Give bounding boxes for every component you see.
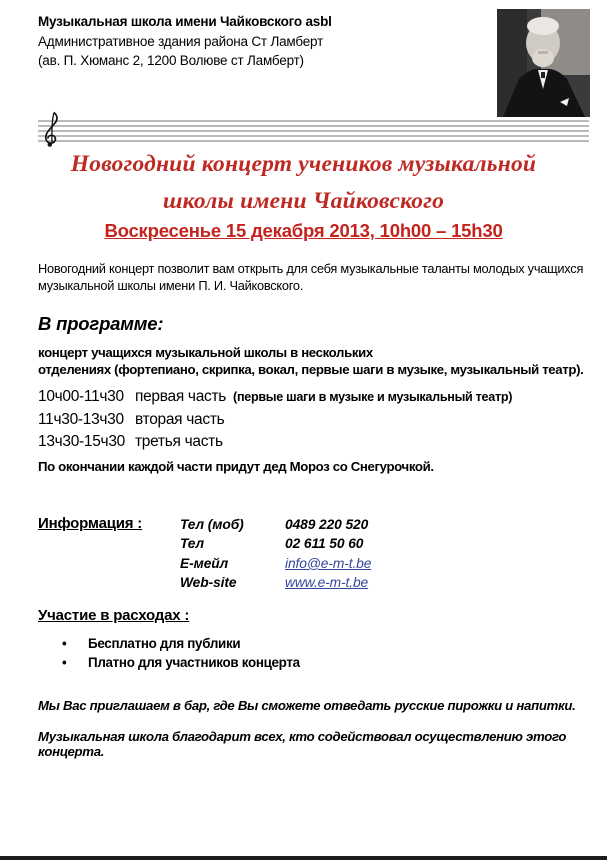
schedule-part: вторая часть: [135, 410, 225, 428]
program-description: [38, 344, 598, 378]
school-address-line1: Административное здания района Ст Ламберт: [38, 33, 324, 49]
schedule-note: (первые шаги в музыке и музыкальный театр): [233, 390, 513, 404]
contact-row: [180, 534, 371, 553]
page-bottom-edge: [0, 856, 607, 860]
school-address-line2: (ав. П. Хюманс 2, 1200 Волюве ст Ламберт): [38, 53, 304, 68]
closing-invitation: Мы Вас приглашаем в бар, где Вы сможете отведать русские пирожки и напитки.: [38, 698, 576, 713]
list-item: [62, 654, 300, 673]
list-item: [62, 635, 300, 654]
schedule-row: [38, 431, 512, 454]
contact-value-phone-mobile: 0489 220 520: [285, 517, 369, 532]
schedule-list: [38, 386, 512, 454]
contact-value-phone: 02 611 50 60: [285, 536, 364, 552]
program-description-line2: отделениях (фортепиано, скрипка, вокал, первые шаги в музыке, музыкальный театр).: [38, 362, 584, 377]
tchaikovsky-portrait: [497, 9, 590, 117]
contact-label: Web-site: [180, 575, 237, 591]
after-parts-note: По окончании каждой части придут дед Мороз со Снегурочкой.: [38, 459, 434, 474]
contact-row: [180, 573, 371, 592]
contact-row: [180, 515, 371, 534]
program-description-line1: концерт учащихся музыкальной школы в нескольких: [38, 345, 373, 360]
concert-title: [0, 146, 607, 220]
closing-thanks: Музыкальная школа благодарит всех, кто содействовал осуществлению этого концерта.: [38, 729, 567, 759]
program-heading: В программе:: [38, 313, 164, 334]
schedule-time: 10ч00-11ч30: [38, 388, 124, 405]
music-staff: [38, 110, 589, 148]
schedule-row: [38, 409, 512, 432]
bullet-icon: •: [62, 636, 67, 651]
schedule-time: 11ч30-13ч30: [38, 410, 124, 428]
bullet-icon: •: [62, 654, 67, 670]
treble-clef-icon: [46, 113, 57, 147]
contact-row: [180, 554, 371, 573]
email-link[interactable]: info@e-m-t.be: [285, 555, 372, 571]
expenses-item-free: Бесплатно для публики: [88, 636, 241, 651]
expenses-heading: Участие в расходах :: [38, 607, 190, 624]
contact-label: Тел: [180, 536, 205, 552]
schedule-row: [38, 386, 512, 409]
contacts-block: [180, 515, 371, 593]
expenses-list: [62, 635, 300, 672]
schedule-time: 13ч30-15ч30: [38, 433, 125, 450]
school-header: [38, 12, 332, 71]
school-name: Музыкальная школа имени Чайковского asbl: [38, 14, 332, 29]
info-heading: Информация :: [38, 515, 143, 532]
schedule-part: третья часть: [135, 433, 223, 450]
expenses-item-paid: Платно для участников концерта: [88, 654, 300, 670]
contact-label: Тел (моб): [180, 517, 244, 532]
website-link[interactable]: www.e-m-t.be: [285, 575, 369, 591]
contact-label: Е-мейл: [180, 555, 229, 571]
intro-paragraph: Новогодний концерт позволит вам открыть для себя музыкальные таланты молодых учащихся музыкальной школы имени П. И. Чайковского.: [38, 261, 584, 293]
concert-title-line2: школы имени Чайковского: [162, 188, 445, 214]
concert-date: Воскресенье 15 декабря 2013, 10h00 – 15h30: [104, 220, 503, 241]
schedule-part: первая часть: [135, 388, 227, 405]
concert-title-line1: Новогодний концерт учеников музыкальной: [70, 151, 537, 177]
